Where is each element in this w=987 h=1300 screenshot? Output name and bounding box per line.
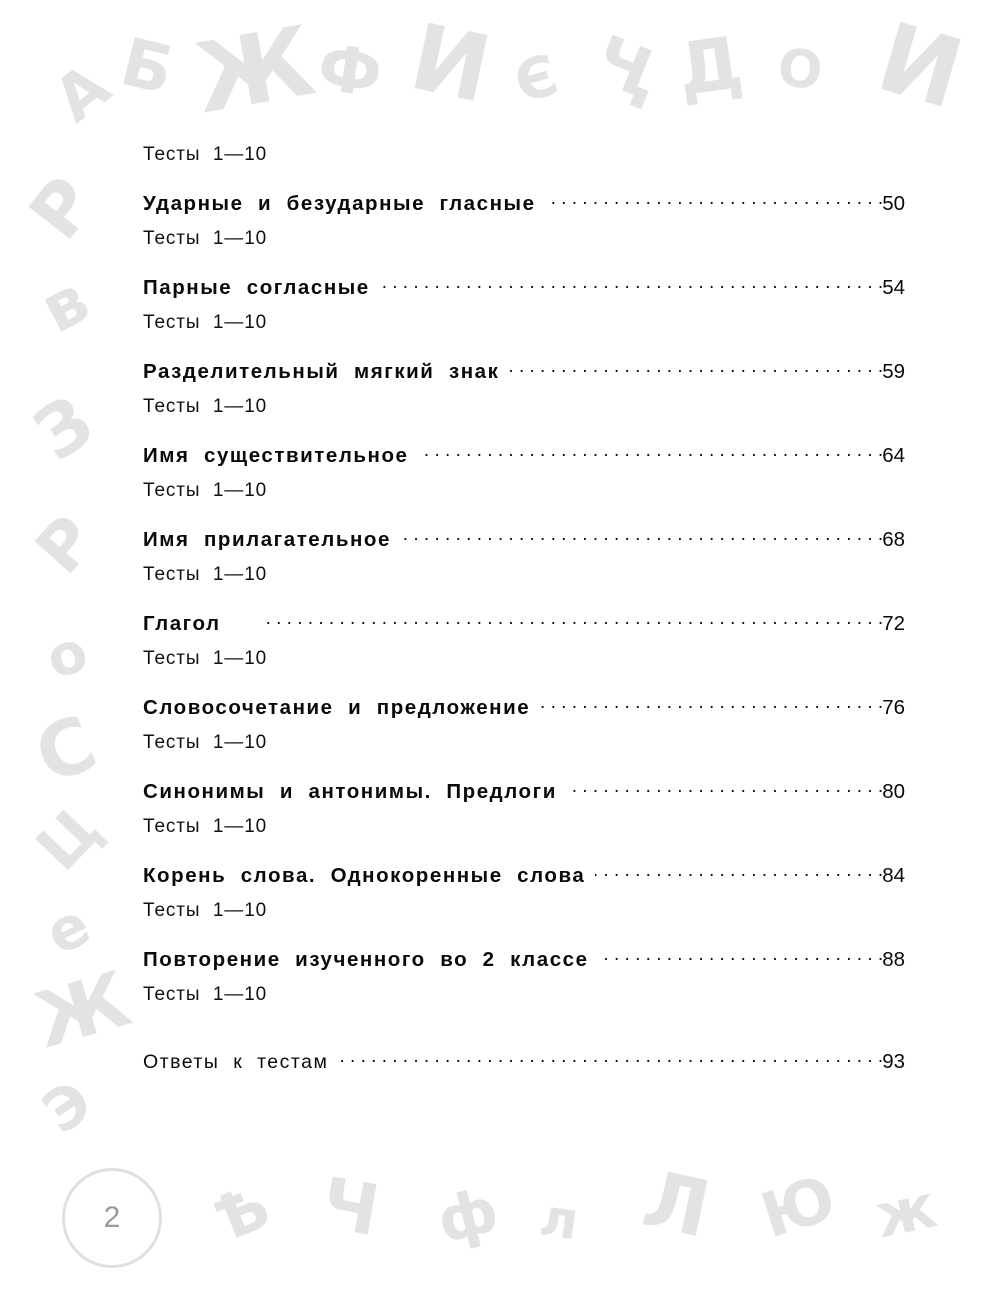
decorative-letter: З [18, 378, 109, 478]
decorative-letter: Ж [25, 953, 140, 1066]
decorative-letter: Ѣ [204, 1168, 280, 1257]
toc-tests-label: Тесты 1—10 [143, 480, 268, 501]
toc-chapter-row [143, 780, 905, 804]
toc-chapter-title: Имя прилагательное [143, 528, 391, 551]
toc-page-number: 93 [882, 1050, 905, 1073]
toc-chapter-title: Ударные и безударные гласные [143, 192, 536, 215]
decorative-letter: И [401, 3, 500, 124]
toc-chapter-row [143, 696, 905, 720]
dot-leader [419, 446, 884, 462]
dot-leader [401, 530, 883, 546]
toc-chapter-title: Синонимы и антонимы. Предлоги [143, 780, 557, 803]
decorative-letter: Р [21, 500, 111, 589]
dot-leader [546, 194, 884, 210]
decorative-letter: Ц [22, 792, 115, 885]
dot-leader [338, 1052, 883, 1068]
toc-page-number: 84 [882, 864, 905, 887]
toc-tests-label: Тесты 1—10 [143, 144, 268, 165]
decorative-letter: Є [507, 42, 566, 117]
decorative-letter: Ч [315, 1161, 386, 1253]
decorative-letter: Р [13, 161, 112, 255]
toc-tests-row [143, 732, 905, 754]
decorative-letter: Д [672, 19, 748, 113]
toc-page-number: 50 [882, 192, 905, 215]
toc-tests-label: Тесты 1—10 [143, 816, 268, 837]
decorative-letter: в [28, 260, 102, 349]
decorative-letter: Б [113, 23, 182, 110]
toc-tests-row [143, 396, 905, 418]
decorative-letter: ф [430, 1174, 506, 1258]
toc-tests-row [143, 480, 905, 502]
table-of-contents [143, 132, 905, 1074]
dot-leader [599, 950, 884, 966]
decorative-letter: ж [869, 1171, 943, 1253]
dot-leader [595, 866, 883, 882]
toc-answers-title: Ответы к тестам [143, 1051, 329, 1073]
decorative-letter: Л [635, 1154, 718, 1256]
toc-page-number: 76 [882, 696, 905, 719]
decorative-letter: л [536, 1187, 583, 1253]
toc-page-number: 72 [882, 612, 905, 635]
toc-tests-row [143, 984, 905, 1006]
toc-tests-label: Тесты 1—10 [143, 396, 268, 417]
decorative-letter: С [23, 697, 109, 802]
decorative-letter: о [38, 618, 96, 693]
toc-page-number: 54 [882, 276, 905, 299]
toc-chapter-title: Парные согласные [143, 276, 370, 299]
toc-chapter-title: Разделительный мягкий знак [143, 360, 500, 383]
toc-page-number: 80 [882, 780, 905, 803]
toc-chapter-row [143, 528, 905, 552]
toc-tests-row [143, 648, 905, 670]
toc-page-number: 68 [882, 528, 905, 551]
decorative-letter: Ю [752, 1160, 845, 1253]
toc-tests-row [143, 228, 905, 250]
dot-leader [567, 782, 883, 798]
toc-chapter-title: Имя существительное [143, 444, 409, 467]
dot-leader [380, 278, 883, 294]
toc-tests-label: Тесты 1—10 [143, 564, 268, 585]
toc-chapter-row [143, 276, 905, 300]
toc-tests-row [143, 900, 905, 922]
toc-page-number: 88 [882, 948, 905, 971]
toc-tests-label: Тесты 1—10 [143, 732, 268, 753]
decorative-letter: О [774, 37, 826, 103]
dot-leader [509, 362, 883, 378]
toc-chapter-title: Повторение изученного во 2 классе [143, 948, 589, 971]
decorative-letter: Ф [313, 30, 387, 114]
toc-chapter-title: Словосочетание и предложение [143, 696, 531, 719]
decorative-letter: И [866, 1, 975, 131]
toc-chapter-row [143, 948, 905, 972]
toc-tests-label: Тесты 1—10 [143, 228, 268, 249]
decorative-letter: Ж [187, 4, 323, 136]
decorative-letter: е [35, 889, 101, 969]
toc-chapter-row [143, 612, 905, 636]
decorative-letter: Э [30, 1066, 104, 1148]
toc-page-number: 59 [882, 360, 905, 383]
toc-tests-label: Тесты 1—10 [143, 900, 268, 921]
page-number-badge [62, 1168, 162, 1268]
dot-leader [231, 614, 884, 630]
toc-tests-label: Тесты 1—10 [143, 648, 268, 669]
toc-chapter-row [143, 360, 905, 384]
toc-tests-row [143, 816, 905, 838]
toc-tests-label: Тесты 1—10 [143, 312, 268, 333]
toc-chapter-row [143, 192, 905, 216]
toc-tests-row [143, 312, 905, 334]
dot-leader [540, 698, 883, 714]
toc-page-number: 64 [882, 444, 905, 467]
toc-answers-row [143, 1050, 905, 1074]
page-number: 2 [103, 1201, 121, 1234]
toc-tests-label: Тесты 1—10 [143, 984, 268, 1005]
toc-chapter-row [143, 864, 905, 888]
decorative-letter: А [40, 49, 124, 137]
decorative-letter: Ҷ [583, 20, 663, 113]
toc-chapter-row [143, 444, 905, 468]
toc-tests-row [143, 144, 905, 166]
toc-chapter-title: Корень слова. Однокоренные слова [143, 864, 586, 887]
toc-tests-row [143, 564, 905, 586]
toc-chapter-title: Глагол [143, 612, 221, 635]
